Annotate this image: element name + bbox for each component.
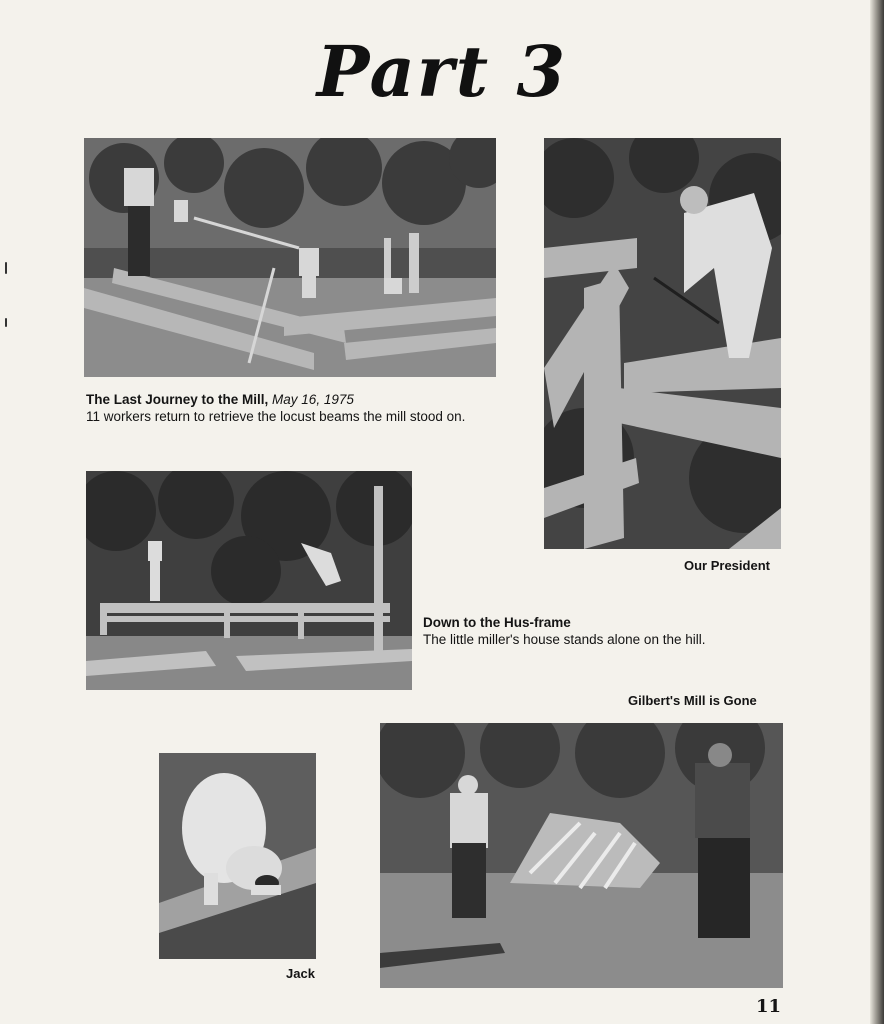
caption-heading: Down to the Hus-frame [423, 615, 571, 630]
caption-date: May 16, 1975 [272, 392, 354, 407]
photo-mill-gone [380, 723, 783, 988]
caption-heading: The Last Journey to the Mill, [86, 392, 269, 407]
photo-hus-frame [86, 471, 412, 690]
page-number: 11 [756, 996, 782, 1017]
caption-text: 11 workers return to retrieve the locust beams the mill stood on. [86, 409, 466, 424]
caption-gilberts-mill-gone: Gilbert's Mill is Gone [628, 693, 757, 708]
caption-our-president: Our President [684, 558, 770, 573]
page-binding-edge [870, 0, 884, 1024]
caption-text: The little miller's house stands alone on the hill. [423, 632, 706, 647]
caption-hus-frame [423, 614, 823, 648]
page-title: Part 3 [316, 30, 568, 113]
margin-mark [5, 318, 7, 327]
photo-our-president [544, 138, 781, 549]
photo-jack-dog [159, 753, 316, 959]
caption-jack: Jack [286, 966, 315, 981]
caption-last-journey [86, 391, 506, 425]
photo-workers-beams [84, 138, 496, 377]
margin-mark [5, 262, 7, 274]
